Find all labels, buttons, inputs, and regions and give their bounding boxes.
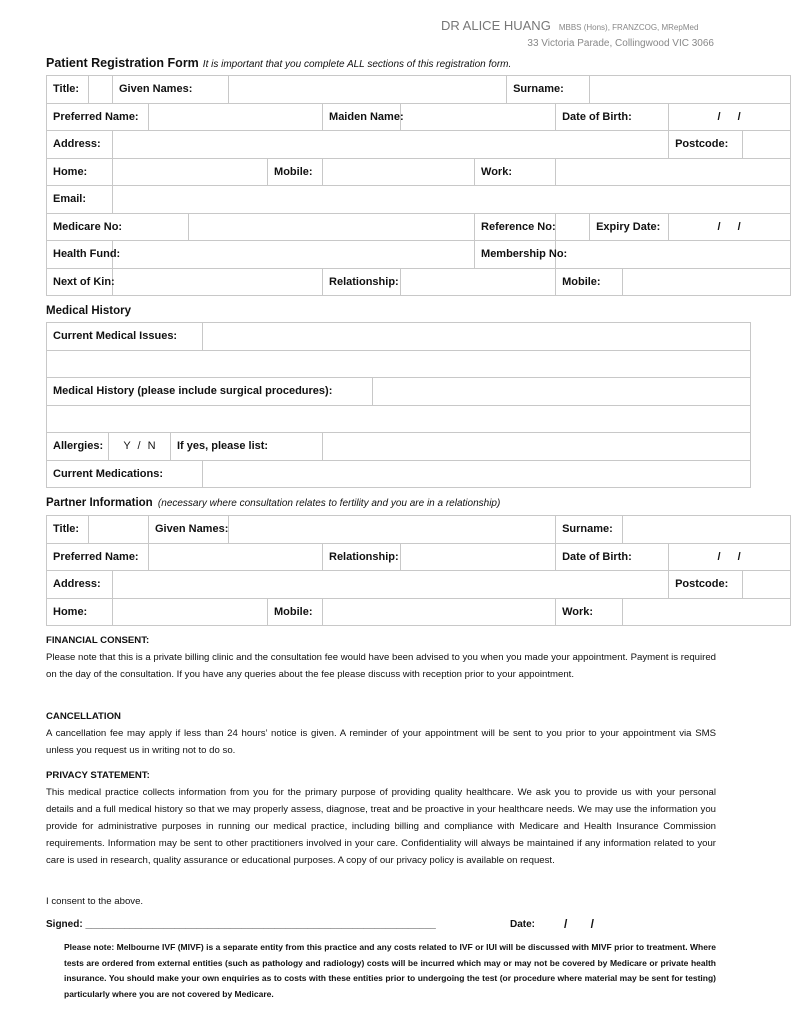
cancellation-block bbox=[46, 708, 716, 759]
maiden-name-input[interactable] bbox=[401, 103, 556, 131]
dob-label: Date of Birth: bbox=[556, 103, 669, 131]
partner-mobile-label: Mobile: bbox=[268, 598, 323, 626]
partner-postcode-label: Postcode: bbox=[669, 571, 743, 599]
patient-row-medicare bbox=[47, 213, 791, 241]
relationship-label: Relationship: bbox=[323, 268, 401, 296]
partner-preferred-name-label: Preferred Name: bbox=[47, 543, 149, 571]
current-issues-label: Current Medical Issues: bbox=[47, 323, 203, 351]
mobile-label: Mobile: bbox=[268, 158, 323, 186]
partner-row-preferred bbox=[47, 543, 791, 571]
patient-row-preferred bbox=[47, 103, 791, 131]
postcode-input[interactable] bbox=[743, 131, 791, 159]
partner-home-label: Home: bbox=[47, 598, 113, 626]
kin-mobile-label: Mobile: bbox=[556, 268, 623, 296]
doctor-name bbox=[441, 18, 698, 33]
partner-given-names-label: Given Names: bbox=[149, 516, 229, 544]
medical-history-blank-row bbox=[47, 405, 751, 433]
partner-row-address bbox=[47, 571, 791, 599]
partner-work-label: Work: bbox=[556, 598, 623, 626]
medical-history-input[interactable] bbox=[373, 378, 751, 406]
form-title-note: It is important that you complete ALL sections of this registration form. bbox=[202, 59, 512, 70]
preferred-name-label: Preferred Name: bbox=[47, 103, 149, 131]
partner-row-phones bbox=[47, 598, 791, 626]
reference-label: Reference No: bbox=[475, 213, 556, 241]
medicare-label: Medicare No: bbox=[47, 213, 189, 241]
privacy-statement-heading: PRIVACY STATEMENT: bbox=[46, 770, 150, 781]
patient-row-email bbox=[47, 186, 791, 214]
allergies-list-input[interactable] bbox=[323, 433, 751, 461]
given-names-label: Given Names: bbox=[113, 76, 229, 104]
medicare-input[interactable] bbox=[189, 213, 475, 241]
next-of-kin-input[interactable] bbox=[113, 268, 323, 296]
surname-input[interactable] bbox=[590, 76, 791, 104]
financial-consent-text: Please note that this is a private billing clinic and the consultation fee would have been advised to you when you made your appointment. Payment is required on the day of the consultation. If you have any queries about the fee please discuss with reception prior to your appointment. bbox=[46, 652, 716, 680]
partner-info-title-text: Partner Information bbox=[46, 497, 153, 509]
maiden-name-label: Maiden Name: bbox=[323, 103, 401, 131]
medical-history-extra-input[interactable] bbox=[47, 405, 751, 433]
postcode-label: Postcode: bbox=[669, 131, 743, 159]
partner-address-label: Address: bbox=[47, 571, 113, 599]
health-fund-input[interactable] bbox=[113, 241, 475, 269]
practice-address: 33 Victoria Parade, Collingwood VIC 3066 bbox=[527, 38, 714, 49]
patient-row-address bbox=[47, 131, 791, 159]
medications-label: Current Medications: bbox=[47, 460, 203, 488]
partner-title-input[interactable] bbox=[89, 516, 149, 544]
patient-row-next-of-kin bbox=[47, 268, 791, 296]
email-label: Email: bbox=[47, 186, 113, 214]
partner-row-name bbox=[47, 516, 791, 544]
home-input[interactable] bbox=[113, 158, 268, 186]
cancellation-heading: CANCELLATION bbox=[46, 711, 121, 722]
partner-title-label: Title: bbox=[47, 516, 89, 544]
signature-date-label: Date: bbox=[510, 919, 536, 930]
partner-details-table bbox=[46, 515, 791, 626]
relationship-input[interactable] bbox=[401, 268, 556, 296]
signature-date-input[interactable]: / / bbox=[564, 917, 595, 931]
privacy-statement-block bbox=[46, 767, 716, 869]
partner-dob-label: Date of Birth: bbox=[556, 543, 669, 571]
consent-text: I consent to the above. bbox=[46, 896, 144, 907]
partner-mobile-input[interactable] bbox=[323, 598, 556, 626]
patient-details-table bbox=[46, 75, 791, 296]
current-issues-extra-input[interactable] bbox=[47, 350, 751, 378]
patient-row-phones bbox=[47, 158, 791, 186]
membership-label: Membership No: bbox=[475, 241, 556, 269]
financial-consent-heading: FINANCIAL CONSENT: bbox=[46, 635, 150, 646]
financial-consent-block bbox=[46, 632, 716, 683]
doctor-name-text: DR ALICE HUANG bbox=[441, 18, 551, 33]
partner-info-title bbox=[46, 497, 500, 509]
address-input[interactable] bbox=[113, 131, 669, 159]
medical-history-table bbox=[46, 322, 751, 488]
dob-input[interactable]: / / bbox=[669, 103, 791, 131]
cancellation-text: A cancellation fee may apply if less than 24 hours’ notice is given. A reminder of your appointment will be sent to you prior to your appointment via SMS unless you request us in writing not to do so. bbox=[46, 728, 716, 756]
allergies-row bbox=[47, 433, 751, 461]
mobile-input[interactable] bbox=[323, 158, 475, 186]
current-issues-row bbox=[47, 323, 751, 351]
partner-preferred-name-input[interactable] bbox=[149, 543, 323, 571]
medical-history-label: Medical History (please include surgical procedures): bbox=[47, 378, 373, 406]
surname-label: Surname: bbox=[507, 76, 590, 104]
patient-row-name bbox=[47, 76, 791, 104]
partner-postcode-input[interactable] bbox=[743, 571, 791, 599]
title-label: Title: bbox=[47, 76, 89, 104]
reference-input[interactable] bbox=[556, 213, 590, 241]
partner-home-input[interactable] bbox=[113, 598, 268, 626]
work-input[interactable] bbox=[556, 158, 791, 186]
address-label: Address: bbox=[47, 131, 113, 159]
partner-relationship-label: Relationship: bbox=[323, 543, 401, 571]
doctor-qualifications: MBBS (Hons), FRANZCOG, MRepMed bbox=[558, 23, 699, 32]
medications-input[interactable] bbox=[203, 460, 751, 488]
allergies-yes-no[interactable]: Y / N bbox=[109, 433, 171, 461]
signature-line[interactable]: Signed: _______________________________________________________________ bbox=[46, 919, 436, 930]
privacy-statement-text: This medical practice collects information from you for the primary purpose of providing quality healthcare. We ask you to provide us with your personal details and a full medical history so that we may properly assess, diagnose, treat and be proactive in your healthcare needs. We may use the information you provide for administrative purposes in running our medical practice, including billing and compliance with Medicare and Health Insurance Commission requirements. Information may be sent to other practitioners involved in your care. Confidentiality will always be maintained if any information related to your care is used in research, quality assurance or educational purposes. A copy of our privacy policy is available on request. bbox=[46, 787, 716, 866]
partner-surname-input[interactable] bbox=[623, 516, 791, 544]
footnote: Please note: Melbourne IVF (MIVF) is a separate entity from this practice and any costs related to IVF or IUI will be discussed with MIVF prior to treatment. Where tests are ordered from external entities (such as pathology and radiology) costs will be incurred which may or may not be covered by Medicare or private health insurance. You should make your own enquiries as to costs with these entities prior to undergoing the test (or procedure where material may be sent for testing) particularly where you are not covered by Medicare. bbox=[64, 942, 716, 999]
partner-surname-label: Surname: bbox=[556, 516, 623, 544]
medical-history-row bbox=[47, 378, 751, 406]
patient-row-health-fund bbox=[47, 241, 791, 269]
if-yes-label: If yes, please list: bbox=[171, 433, 323, 461]
health-fund-label: Health Fund: bbox=[47, 241, 113, 269]
partner-relationship-input[interactable] bbox=[401, 543, 556, 571]
preferred-name-input[interactable] bbox=[149, 103, 323, 131]
partner-work-input[interactable] bbox=[623, 598, 791, 626]
form-title bbox=[46, 56, 511, 70]
title-input[interactable] bbox=[89, 76, 113, 104]
email-input[interactable] bbox=[113, 186, 791, 214]
partner-dob-input[interactable]: / / bbox=[669, 543, 791, 571]
allergies-label: Allergies: bbox=[47, 433, 109, 461]
expiry-input[interactable]: / / bbox=[669, 213, 791, 241]
given-names-input[interactable] bbox=[229, 76, 507, 104]
partner-info-note: (necessary where consultation relates to fertility and you are in a relationship) bbox=[157, 498, 501, 509]
work-label: Work: bbox=[475, 158, 556, 186]
medications-row bbox=[47, 460, 751, 488]
medical-history-title: Medical History bbox=[46, 305, 131, 317]
home-label: Home: bbox=[47, 158, 113, 186]
partner-given-names-input[interactable] bbox=[229, 516, 556, 544]
form-title-text: Patient Registration Form bbox=[46, 56, 199, 70]
membership-input[interactable] bbox=[556, 241, 791, 269]
partner-address-input[interactable] bbox=[113, 571, 669, 599]
kin-mobile-input[interactable] bbox=[623, 268, 791, 296]
current-issues-blank-row bbox=[47, 350, 751, 378]
current-issues-input[interactable] bbox=[203, 323, 751, 351]
expiry-label: Expiry Date: bbox=[590, 213, 669, 241]
next-of-kin-label: Next of Kin: bbox=[47, 268, 113, 296]
